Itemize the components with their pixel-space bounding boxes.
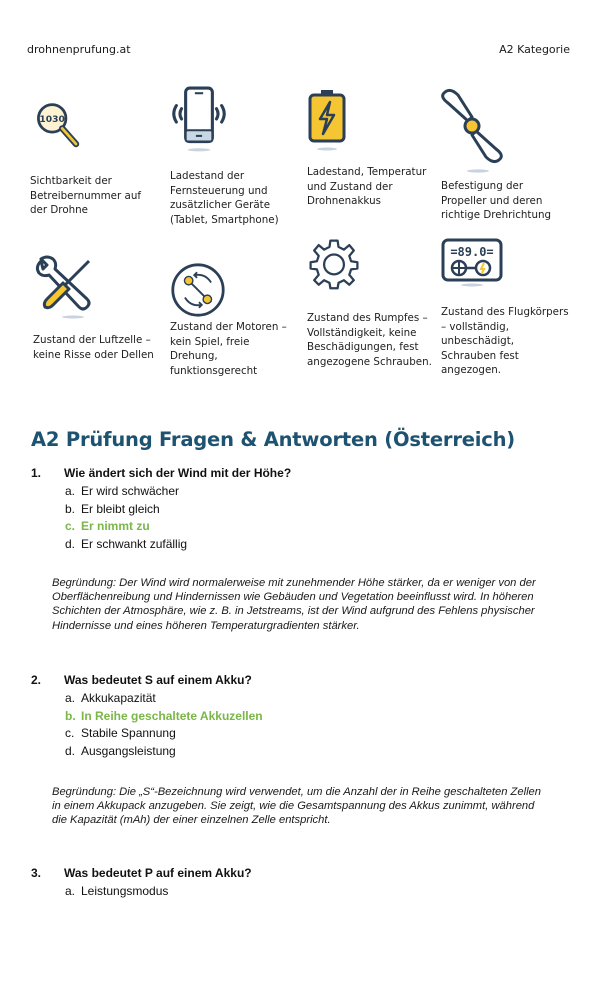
checklist-card-operator-number bbox=[30, 100, 160, 218]
answer-explanation: Begründung: Die „S“-Bezeichnung wird verwendet, um die Anzahl der in Reihe geschalteten Zellen in einem Akkupack anzugeben. Sie zeigt, wie die Gesamtspannung des Akkus zunimmt, während die Kapazität (mAh) der einer einzelnen Zelle entspricht. bbox=[52, 786, 542, 827]
svg-text:=89.0=: =89.0= bbox=[450, 245, 494, 259]
question-text: Was bedeutet S auf einem Akku? bbox=[64, 673, 252, 687]
battery-icon bbox=[307, 88, 347, 153]
controller-display-icon bbox=[441, 237, 503, 287]
card-text: Zustand der Motoren – kein Spiel, freie Drehung, funktionsgerecht bbox=[170, 321, 287, 377]
card-text: Ladestand, Temperatur und Zustand der Drohnenakkus bbox=[307, 166, 427, 208]
checklist-card-fuselage bbox=[307, 237, 437, 369]
propeller-icon bbox=[438, 85, 508, 175]
answer-options bbox=[31, 483, 291, 553]
answer-option-correct: c. Er nimmt zu bbox=[65, 519, 150, 533]
checklist-card-aircraft-body bbox=[441, 237, 571, 378]
answer-option-correct: b. In Reihe geschaltete Akkuzellen bbox=[65, 708, 263, 723]
question-1 bbox=[31, 466, 291, 553]
question-heading bbox=[31, 673, 263, 687]
site-name: drohnenprufung.at bbox=[27, 43, 131, 56]
answer-option: c. Stabile Spannung bbox=[65, 726, 176, 740]
checklist-card-airframe bbox=[33, 255, 163, 362]
answer-option: a. Er wird schwächer bbox=[65, 484, 180, 498]
checklist-card-remote-battery bbox=[170, 85, 300, 227]
card-text: Zustand der Luftzelle – keine Risse oder Dellen bbox=[33, 334, 154, 361]
question-number: 2. bbox=[31, 673, 42, 687]
smartphone-icon bbox=[168, 85, 230, 157]
card-text: Sichtbarkeit der Betreibernummer auf der Drohne bbox=[30, 175, 141, 217]
gear-icon bbox=[307, 237, 361, 291]
checklist-card-propeller bbox=[441, 85, 571, 223]
question-heading bbox=[31, 466, 291, 480]
checklist-card-drone-battery bbox=[307, 88, 437, 209]
question-heading bbox=[31, 866, 252, 880]
answer-explanation: Begründung: Der Wind wird normalerweise mit zunehmender Höhe stärker, da er weniger von der Oberflächenreibung und Hindernissen wie Gebäuden und Vegetation beeinflusst wird. In höheren Schichten der Atmosphäre, wie z. B. in Jetstreams, ist der Wind aufgrund des Fehlens physischer Hindernisse und eines höheren Temperaturgradienten stärker. bbox=[52, 577, 536, 632]
question-number: 1. bbox=[31, 466, 42, 480]
answer-option: d. Er schwankt zufällig bbox=[65, 536, 188, 551]
card-text: Zustand des Flugkörpers – vollständig, unbeschädigt, Schrauben fest angezogen. bbox=[441, 306, 569, 377]
motor-rotation-icon bbox=[170, 262, 226, 318]
card-text: Zustand des Rumpfes – Vollständigkeit, keine Beschädigungen, fest angezogene Schrauben. bbox=[307, 312, 432, 368]
question-text: Wie ändert sich der Wind mit der Höhe? bbox=[64, 466, 292, 480]
question-text: Was bedeutet P auf einem Akku? bbox=[64, 866, 252, 880]
magnifier-1030-icon bbox=[32, 100, 87, 155]
answer-options bbox=[31, 690, 263, 760]
svg-text:1030: 1030 bbox=[39, 114, 65, 125]
answer-option: d. Ausgangsleistung bbox=[65, 743, 176, 758]
answer-option: a. Leistungsmodus bbox=[65, 884, 169, 898]
answer-options bbox=[31, 883, 252, 901]
answer-option: a. Akkukapazität bbox=[65, 691, 156, 705]
checklist-card-motors bbox=[170, 262, 300, 378]
question-number: 3. bbox=[31, 866, 42, 880]
question-3 bbox=[31, 866, 252, 901]
card-text: Befestigung der Propeller und deren richtige Drehrichtung bbox=[441, 180, 552, 222]
answer-option: b. Er bleibt gleich bbox=[65, 501, 160, 516]
page-title: A2 Prüfung Fragen & Antworten (Österreich) bbox=[31, 428, 516, 451]
question-2 bbox=[31, 673, 263, 760]
tools-icon bbox=[33, 255, 97, 319]
card-text: Ladestand der Fernsteuerung und zusätzlicher Geräte (Tablet, Smartphone) bbox=[170, 170, 279, 226]
category-label: A2 Kategorie bbox=[499, 43, 570, 56]
